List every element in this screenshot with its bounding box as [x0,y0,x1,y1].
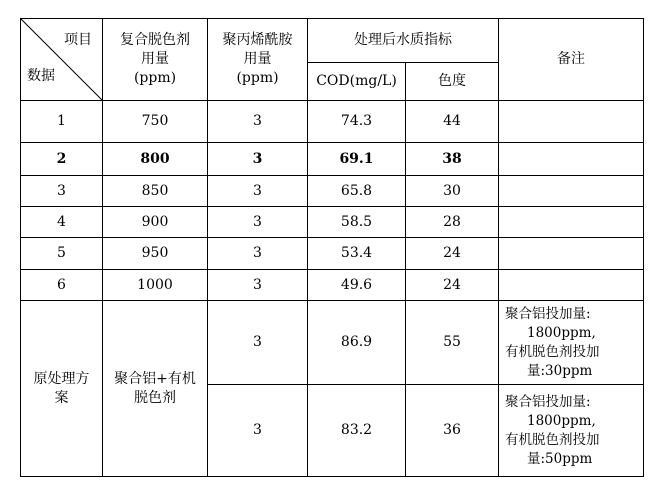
table-row [21,270,644,301]
header-item-label: 项目 [64,32,92,48]
note-line: 1800ppm, [527,324,596,341]
cell-dose: 900 [103,207,208,238]
cell-pam: 3 [208,207,308,238]
cell-no: 5 [21,238,103,270]
cell-note [499,270,644,301]
table-row [21,101,644,143]
header-dose-line2: 用量 [141,51,169,67]
note-line: 量:30ppm [527,362,593,379]
table-row [21,207,644,238]
cell-no: 3 [21,176,103,207]
original-scheme-label [21,301,103,477]
header-note: 备注 [499,19,644,101]
table-row-original [21,301,644,385]
header-dose-line3: (ppm) [133,70,177,86]
header-pam [208,19,308,101]
cell-cod: 69.1 [308,143,406,176]
cell-no: 6 [21,270,103,301]
cell-dose: 750 [103,101,208,143]
cell-cod: 49.6 [308,270,406,301]
cell-note [499,176,644,207]
cell-pam: 3 [208,176,308,207]
cell-cod: 58.5 [308,207,406,238]
header-color: 色度 [406,63,499,101]
cell-pam: 3 [208,301,308,385]
cell-color: 24 [406,270,499,301]
cell-cod: 74.3 [308,101,406,143]
cell-dose: 850 [103,176,208,207]
cell-no: 1 [21,101,103,143]
original-label-line1: 原处理方 [33,370,90,387]
table-row [21,238,644,270]
water-treatment-table [20,18,644,477]
cell-pam: 3 [208,270,308,301]
table-row [21,176,644,207]
diagonal-header-cell [21,19,103,101]
cell-dose: 1000 [103,270,208,301]
cell-no: 2 [21,143,103,176]
note-line: 聚合铝投加量: [505,393,591,410]
header-cod: COD(mg/L) [308,63,406,101]
note-line: 量:50ppm [527,450,593,467]
cell-cod: 65.8 [308,176,406,207]
original-agent-line2: 脱色剂 [134,389,176,406]
cell-color: 44 [406,101,499,143]
cell-color: 28 [406,207,499,238]
note-line: 1800ppm, [527,412,596,429]
original-label-line2: 案 [54,389,69,406]
note-line: 有机脱色剂投加 [505,343,600,360]
original-agent-line1: 聚合铝+有机 [114,370,196,387]
cell-pam: 3 [208,385,308,477]
cell-note [499,207,644,238]
cell-note [499,238,644,270]
cell-pam: 3 [208,101,308,143]
header-pam-line1: 聚丙烯酰胺 [222,32,293,48]
cell-no: 4 [21,207,103,238]
cell-color: 36 [406,385,499,477]
original-agent [103,301,208,477]
cell-cod: 53.4 [308,238,406,270]
header-data-label: 数据 [27,68,55,84]
note-line: 聚合铝投加量: [505,305,591,322]
header-dose [103,19,208,101]
cell-note [499,143,644,176]
cell-color: 30 [406,176,499,207]
table-row [21,143,644,176]
cell-color: 55 [406,301,499,385]
cell-note [499,101,644,143]
header-pam-line2: 用量 [243,51,272,67]
cell-color: 24 [406,238,499,270]
cell-cod: 83.2 [308,385,406,477]
cell-dose: 800 [103,143,208,176]
cell-pam: 3 [208,238,308,270]
cell-dose: 950 [103,238,208,270]
header-pam-line3: (ppm) [236,70,279,86]
header-dose-line1: 复合脱色剂 [120,32,190,48]
cell-note [499,301,644,385]
header-quality: 处理后水质指标 [308,19,499,63]
cell-note [499,385,644,477]
cell-color: 38 [406,143,499,176]
cell-cod: 86.9 [308,301,406,385]
note-line: 有机脱色剂投加 [505,431,600,448]
cell-pam: 3 [208,143,308,176]
